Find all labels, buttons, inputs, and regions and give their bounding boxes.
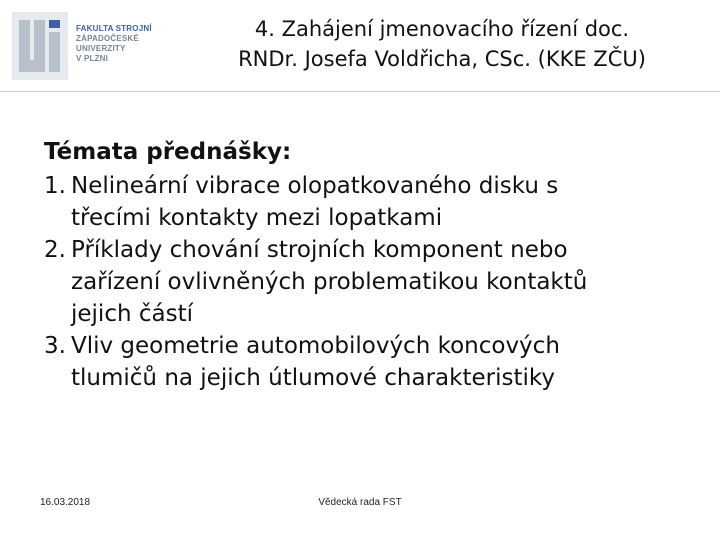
logo-line-4: V PLZNI xyxy=(76,54,109,63)
list-item-number: 2. xyxy=(44,237,66,263)
slide-title-line-2: RNDr. Josefa Voldřicha, CSc. (KKE ZČU) xyxy=(238,47,646,71)
list-item-line: zařízení ovlivněných problematikou kontaktů xyxy=(71,269,588,295)
university-logo-mark-icon xyxy=(12,12,68,80)
list-item xyxy=(44,330,684,394)
logo-line-2: ZÁPADOČESKÉ xyxy=(76,34,139,43)
faculty-logo-text xyxy=(76,24,162,64)
list-item-line: Nelineární vibrace olopatkovaného disku s xyxy=(71,173,559,199)
list-item xyxy=(44,234,684,330)
title-divider xyxy=(0,91,720,92)
list-item-number: 3. xyxy=(44,333,66,359)
slide-content xyxy=(44,136,684,394)
list-item xyxy=(44,170,684,234)
slide-title-line-1: 4. Zahájení jmenovacího řízení doc. xyxy=(254,17,630,41)
footer-center-text: Vědecká rada FST xyxy=(318,497,402,508)
slide-title xyxy=(186,14,698,74)
list-item-line: Příklady chování strojních komponent nebo xyxy=(71,237,568,263)
list-item-line: Vliv geometrie automobilových koncových xyxy=(71,333,560,359)
faculty-logo xyxy=(12,12,164,80)
list-item-line: jejich částí xyxy=(71,301,193,327)
logo-line-1: FAKULTA STROJNÍ xyxy=(76,24,152,33)
list-item-number: 1. xyxy=(44,173,66,199)
list-item-line: třecími kontakty mezi lopatkami xyxy=(71,205,443,231)
content-heading: Témata přednášky: xyxy=(44,139,292,165)
footer-date: 16.03.2018 xyxy=(40,497,91,508)
topic-list xyxy=(44,170,684,394)
list-item-line: tlumičů na jejich útlumové charakteristiky xyxy=(71,365,555,391)
logo-line-3: UNIVERZITY xyxy=(76,44,126,53)
